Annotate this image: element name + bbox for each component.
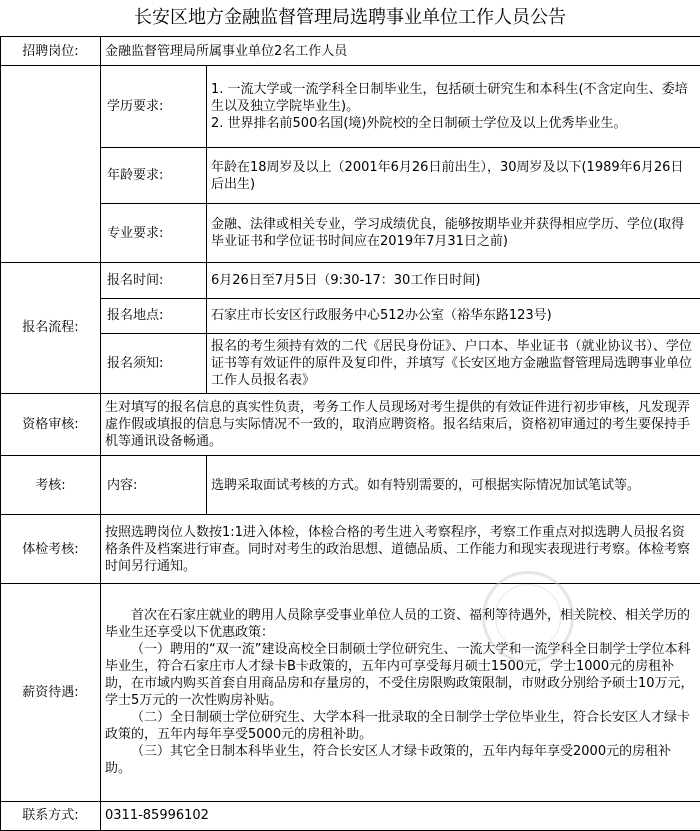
contact-row xyxy=(1,801,700,830)
position-value: 金融监督管理局所属事业单位2名工作人员 xyxy=(101,37,700,66)
signup-notice-row xyxy=(1,334,700,394)
contact-value: 0311-85996102 xyxy=(101,801,700,830)
salary-paragraph: （一）聘用的“双一流”建设高校全日制硕士学位研究生、一流大学和一流学科全日制学士学位本科毕业生，符合石家庄市人才绿卡B卡政策的，五年内可享受每月硕士1500元，学士1000元的房租补助，在市域内购买首套自用商品房和存量房的，不受住房限购政策限制，市财政分别给予硕士10万元，学士5万元的一次性购房补贴。 xyxy=(105,642,694,709)
education-value xyxy=(207,66,700,148)
major-value: 金融、法律或相关专业，学习成绩优良，能够按期毕业并获得相应学历、学位(取得毕业证书和学位证书时间应在2019年7月31日之前) xyxy=(207,204,700,263)
signup-place-row xyxy=(1,298,700,334)
notice-title: 长安区地方金融监督管理局选聘事业单位工作人员公告 xyxy=(134,7,566,28)
signup-place-value: 石家庄市长安区行政服务中心512办公室（裕华东路123号) xyxy=(207,298,700,334)
major-row xyxy=(1,204,700,263)
age-value: 年龄在18周岁及以上（2001年6月26日前出生），30周岁及以下(1989年6月26日后出生) xyxy=(207,147,700,203)
signup-notice-label: 报名须知: xyxy=(101,334,207,394)
salary-row xyxy=(1,584,700,802)
salary-value xyxy=(101,584,700,802)
notice-table xyxy=(0,36,700,831)
review-row xyxy=(1,393,700,456)
exam-value: 选聘采取面试考核的方式。如有特别需要的，可根据实际情况加试笔试等。 xyxy=(207,456,700,515)
requirements-label-cell xyxy=(1,66,101,263)
education-row xyxy=(1,66,700,148)
major-label: 专业要求: xyxy=(101,204,207,263)
education-label: 学历要求: xyxy=(101,66,207,148)
salary-paragraph: （三）其它全日制本科毕业生，符合长安区人才绿卡政策的，五年内每年享受2000元的房租补助。 xyxy=(105,744,672,777)
exam-content-label: 内容: xyxy=(101,456,207,515)
salary-paragraph: （二）全日制硕士学位研究生、大学本科一批录取的全日制学士学位毕业生，符合长安区人才绿卡政策的，五年内每年享受5000元的房租补助。 xyxy=(105,710,691,743)
position-row xyxy=(1,37,700,66)
physical-row xyxy=(1,515,700,584)
signup-notice-value: 报名的考生须持有效的二代《居民身份证》、户口本、毕业证书（就业协议书）、学位证书等有效证件的原件及复印件，并填写《长安区地方金融监督管理局选聘事业单位工作人员报名表》 xyxy=(207,334,700,394)
contact-label: 联系方式: xyxy=(1,801,101,830)
age-label: 年龄要求: xyxy=(101,147,207,203)
education-item: 1. 一流大学或一流学科全日制毕业生，包括硕士研究生和本科生(不含定向生、委培生以及独立学院毕业生)。 xyxy=(211,82,688,115)
age-row xyxy=(1,147,700,203)
signup-time-label: 报名时间: xyxy=(101,262,207,298)
review-value: 生对填写的报名信息的真实性负责，考务工作人员现场对考生提供的有效证件进行初步审核，凡发现弄虚作假或填报的信息与实际情况不一致的，取消应聘资格。报名结束后，资格初审通过的考生要保持手机等通讯设备畅通。 xyxy=(101,393,700,456)
signup-time-row xyxy=(1,262,700,298)
process-label: 报名流程: xyxy=(1,262,101,393)
physical-value: 按照选聘岗位人数按1:1进入体检，体检合格的考生进入考察程序，考察工作重点对拟选聘人员报名资格条件及档案进行审查。同时对考生的政治思想、道德品质、工作能力和现实表现进行考察。体检考察时间另行通知。 xyxy=(101,515,700,584)
salary-paragraph: 首次在石家庄就业的聘用人员除享受事业单位人员的工资、福利等待遇外，相关院校、相关学历的毕业生还享受以下优惠政策： xyxy=(105,608,691,641)
signup-place-label: 报名地点: xyxy=(101,298,207,334)
exam-row xyxy=(1,456,700,515)
review-label: 资格审核: xyxy=(1,393,101,456)
education-item: 2. 世界排名前500名国(境)外院校的全日制硕士学位及以上优秀毕业生。 xyxy=(211,116,627,132)
exam-label: 考核: xyxy=(1,456,101,515)
salary-label: 薪资待遇: xyxy=(1,584,101,802)
position-label: 招聘岗位: xyxy=(1,37,101,66)
signup-time-value: 6月26日至7月5日（9:30-17：30工作日时间) xyxy=(207,262,700,298)
physical-label: 体检考核: xyxy=(1,515,101,584)
